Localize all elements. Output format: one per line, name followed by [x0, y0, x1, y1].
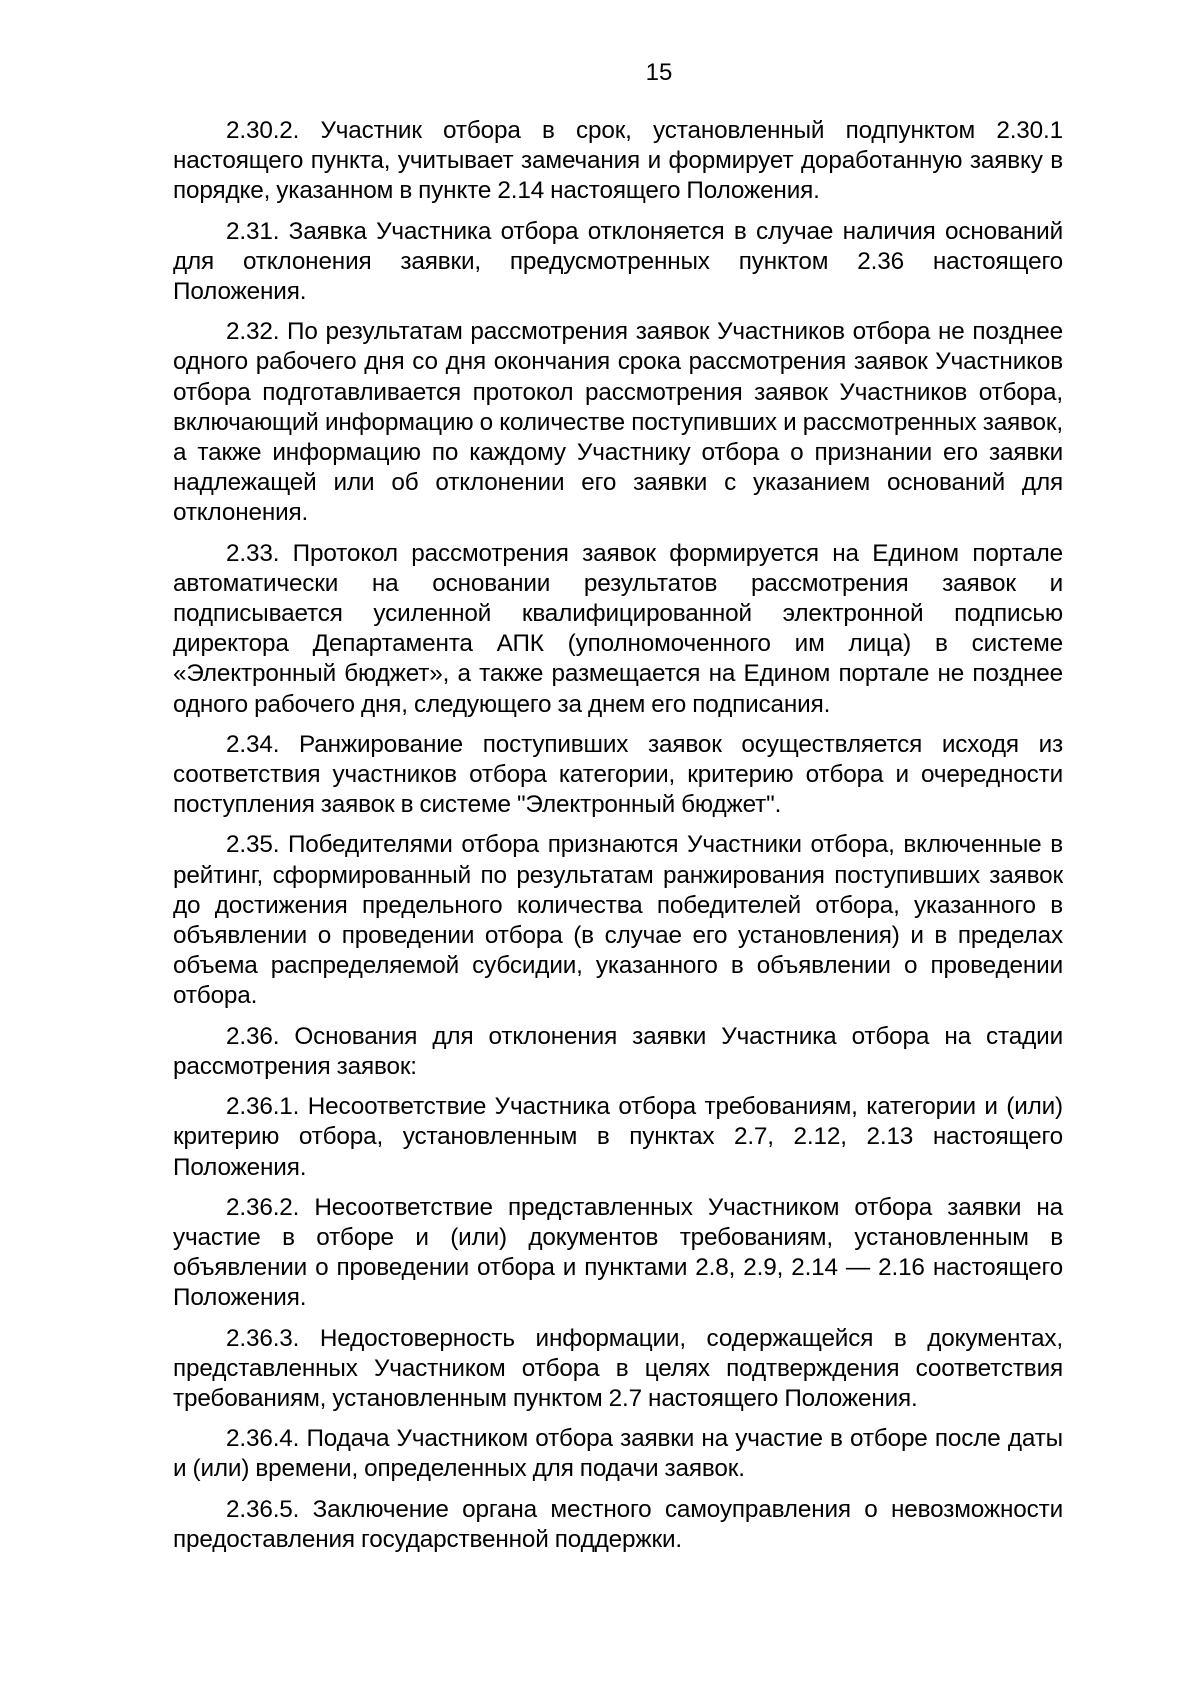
paragraph-2-36: 2.36. Основания для отклонения заявки Участника отбора на стадии рассмотрения заявок:: [173, 1022, 1063, 1080]
paragraph-2-30-2: 2.30.2. Участник отбора в срок, установленный подпунктом 2.30.1 настоящего пункта, учитывает замечания и формирует доработанную заявку в порядке, указанном в пункте 2.14 настоящего Положения.: [173, 117, 1063, 205]
paragraph-2-35: 2.35. Победителями отбора признаются Участники отбора, включенные в рейтинг, сформированный по результатам ранжирования поступивших заявок до достижения предельного количества победителей отбора, указанного в объявлении о проведении отбора (в случае его установления) и в пределах объема распределяемой субсидии, указанного в объявлении о проведении отбора.: [173, 831, 1063, 1010]
paragraph-2-36-2: 2.36.2. Несоответствие представленных Участником отбора заявки на участие в отборе и (или) документов требованиям, установленным в объявлении о проведении отбора и пунктами 2.8, 2.9, 2.14 — 2.16 настоящего Положения.: [173, 1193, 1063, 1312]
paragraph-2-36-3: 2.36.3. Недостоверность информации, содержащейся в документах, представленных Участником отбора в целях подтверждения соответствия требованиям, установленным пунктом 2.7 настоящего Положения.: [173, 1324, 1063, 1412]
page-number: 15: [645, 59, 673, 86]
paragraph-2-33: 2.33. Протокол рассмотрения заявок формируется на Едином портале автоматически на основании результатов рассмотрения заявок и подписывается усиленной квалифицированной электронной подписью директора Департамента АПК (уполномоченного им лица) в системе «Электронный бюджет», а также размещается на Едином портале не позднее одного рабочего дня, следующего за днем его подписания.: [173, 539, 1063, 718]
paragraph-2-36-5: 2.36.5. Заключение органа местного самоуправления о невозможности предоставления государственной поддержки.: [173, 1495, 1063, 1553]
document-body: [173, 116, 1063, 1565]
paragraph-2-32: 2.32. По результатам рассмотрения заявок Участников отбора не позднее одного рабочего дня со дня окончания срока рассмотрения заявок Участников отбора подготавливается протокол рассмотрения заявок Участников отбора, включающий информацию о количестве поступивших и рассмотренных заявок, а также информацию по каждому Участнику отбора о признании его заявки надлежащей или об отклонении его заявки с указанием оснований для отклонения.: [173, 318, 1063, 527]
paragraph-2-34: 2.34. Ранжирование поступивших заявок осуществляется исходя из соответствия участников отбора категории, критерию отбора и очередности поступления заявок в системе "Электронный бюджет".: [173, 730, 1063, 819]
paragraph-2-31: 2.31. Заявка Участника отбора отклоняется в случае наличия оснований для отклонения заявки, предусмотренных пунктом 2.36 настоящего Положения.: [173, 217, 1063, 306]
paragraph-2-36-4: 2.36.4. Подача Участником отбора заявки на участие в отборе после даты и (или) времени, определенных для подачи заявок.: [173, 1425, 1063, 1483]
paragraph-2-36-1: 2.36.1. Несоответствие Участника отбора требованиям, категории и (или) критерию отбора, установленным в пунктах 2.7, 2.12, 2.13 настоящего Положения.: [173, 1093, 1063, 1181]
